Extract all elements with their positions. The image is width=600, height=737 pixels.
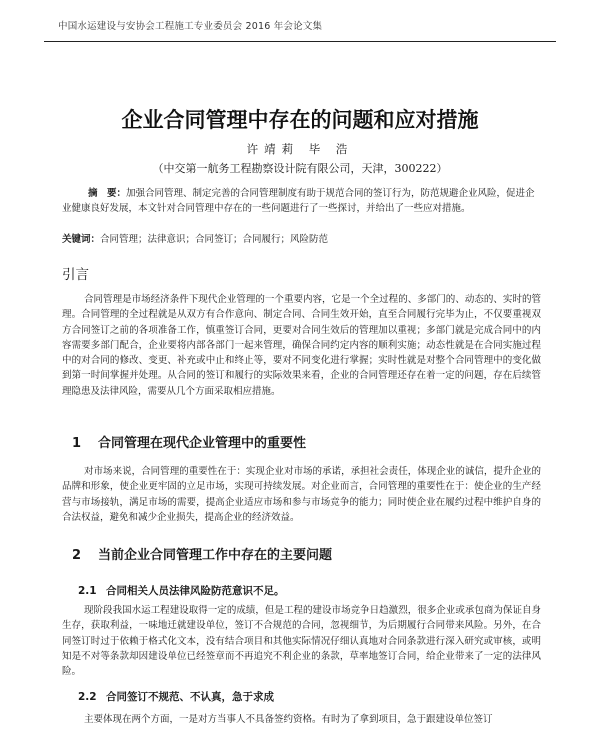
paper-affiliation: （中交第一航务工程勘察设计院有限公司，天津，300222） bbox=[152, 162, 448, 175]
keywords bbox=[62, 231, 542, 245]
section-2-1-number: 2.1 bbox=[78, 585, 97, 597]
paper-title: 企业合同管理中存在的问题和应对措施 bbox=[121, 108, 479, 132]
header-rule bbox=[44, 41, 556, 42]
abstract-text: 加强合同管理、制定完善的合同管理制度有助于规范合同的签订行为，防范规避企业风险，促进企业健康良好发展，本文针对合同管理中存在的一些问题进行了一些探讨，并给出了一些应对措施。 bbox=[62, 188, 535, 214]
section-2-2-heading bbox=[78, 689, 274, 704]
section-2-2-title: 合同签订不规范、不认真，急于求成 bbox=[106, 691, 274, 703]
section-2-1-heading bbox=[78, 583, 285, 598]
keywords-text: 合同管理；法律意识；合同签订；合同履行；风险防范 bbox=[100, 234, 329, 245]
section-1-title: 合同管理在现代企业管理中的重要性 bbox=[98, 436, 307, 451]
section-2-title: 当前企业合同管理工作中存在的主要问题 bbox=[98, 548, 333, 563]
section-2-1-title: 合同相关人员法律风险防范意识不足。 bbox=[106, 585, 285, 597]
section-2-2-paragraph: 主要体现在两个方面，一是对方当事人不具备签约资格。有时为了拿到项目，急于跟建设单位签订 bbox=[84, 714, 493, 725]
abstract bbox=[62, 187, 542, 216]
keywords-label: 关键词： bbox=[62, 234, 101, 245]
section-2-number: 2 bbox=[72, 548, 82, 563]
abstract-label: 摘 要： bbox=[88, 188, 127, 199]
section-2-2-number: 2.2 bbox=[78, 691, 97, 703]
paper-authors: 许靖莉 毕 浩 bbox=[246, 142, 354, 156]
running-header: 中国水运建设与安协会工程施工专业委员会 2016 年会论文集 bbox=[58, 21, 323, 32]
section-1-paragraph: 对市场来说，合同管理的重要性在于：实现企业对市场的承诺，承担社会责任，体现企业的诚信，提升企业的品牌和形象，使企业更牢固的立足市场，实现可持续发展。对企业而言，合同管理的重要性在于：使企业的生产经营与市场接轨，满足市场的需要，提高企业适应市场和参与市场竞争的能力；同时使企业在履约过程中维护自身的合法权益，避免和减少企业损失，提高企业的经济效益。 bbox=[62, 466, 541, 523]
section-1-heading bbox=[72, 432, 306, 451]
section-1-number: 1 bbox=[72, 436, 82, 451]
section-2-1-paragraph: 现阶段我国水运工程建设取得一定的成绩，但是工程的建设市场竞争日趋激烈，很多企业或承包商为保证自身生存，获取利益，一味地迁就建设单位，签订不合规范的合同，忽视细节，为后期履行合同带来风险。另外，在合同签订时过于依赖于格式化文本，没有结合项目和其他实际情况仔细认真地对合同条款进行深入研究或审核，或明知是不对等条款却因建设单位已经签章而不再追究不利企业的条款，草率地签订合同，给企业带来了一定的法律风险。 bbox=[62, 605, 541, 678]
section-2-heading bbox=[72, 544, 332, 563]
intro-heading: 引言 bbox=[62, 267, 89, 283]
intro-paragraph: 合同管理是市场经济条件下现代企业管理的一个重要内容，它是一个全过程的、多部门的、动态的、实时的管理。合同管理的全过程就是从双方有合作意向、制定合同、合同生效开始，直至合同履行完毕为止，不仅要重视双方合同签订之前的各项准备工作，慎重签订合同，更要对合同生效后的管理加以重视；多部门就是完成合同中的内容需要多部门配合，企业要将内部各部门一起来管理，确保合同约定内容的顺利实施；动态性就是在合同实施过程中的对合同的修改、变更、补充或中止和终止等，要对不同变化进行掌握；实时性就是对整个合同管理中的变化做到第一时间掌握并处理。从合同的签订和履行的实际效果来看，企业的合同管理还存在着一定的问题，存在后续管理隐患及法律风险，需要从几个方面采取相应措施。 bbox=[62, 294, 541, 397]
